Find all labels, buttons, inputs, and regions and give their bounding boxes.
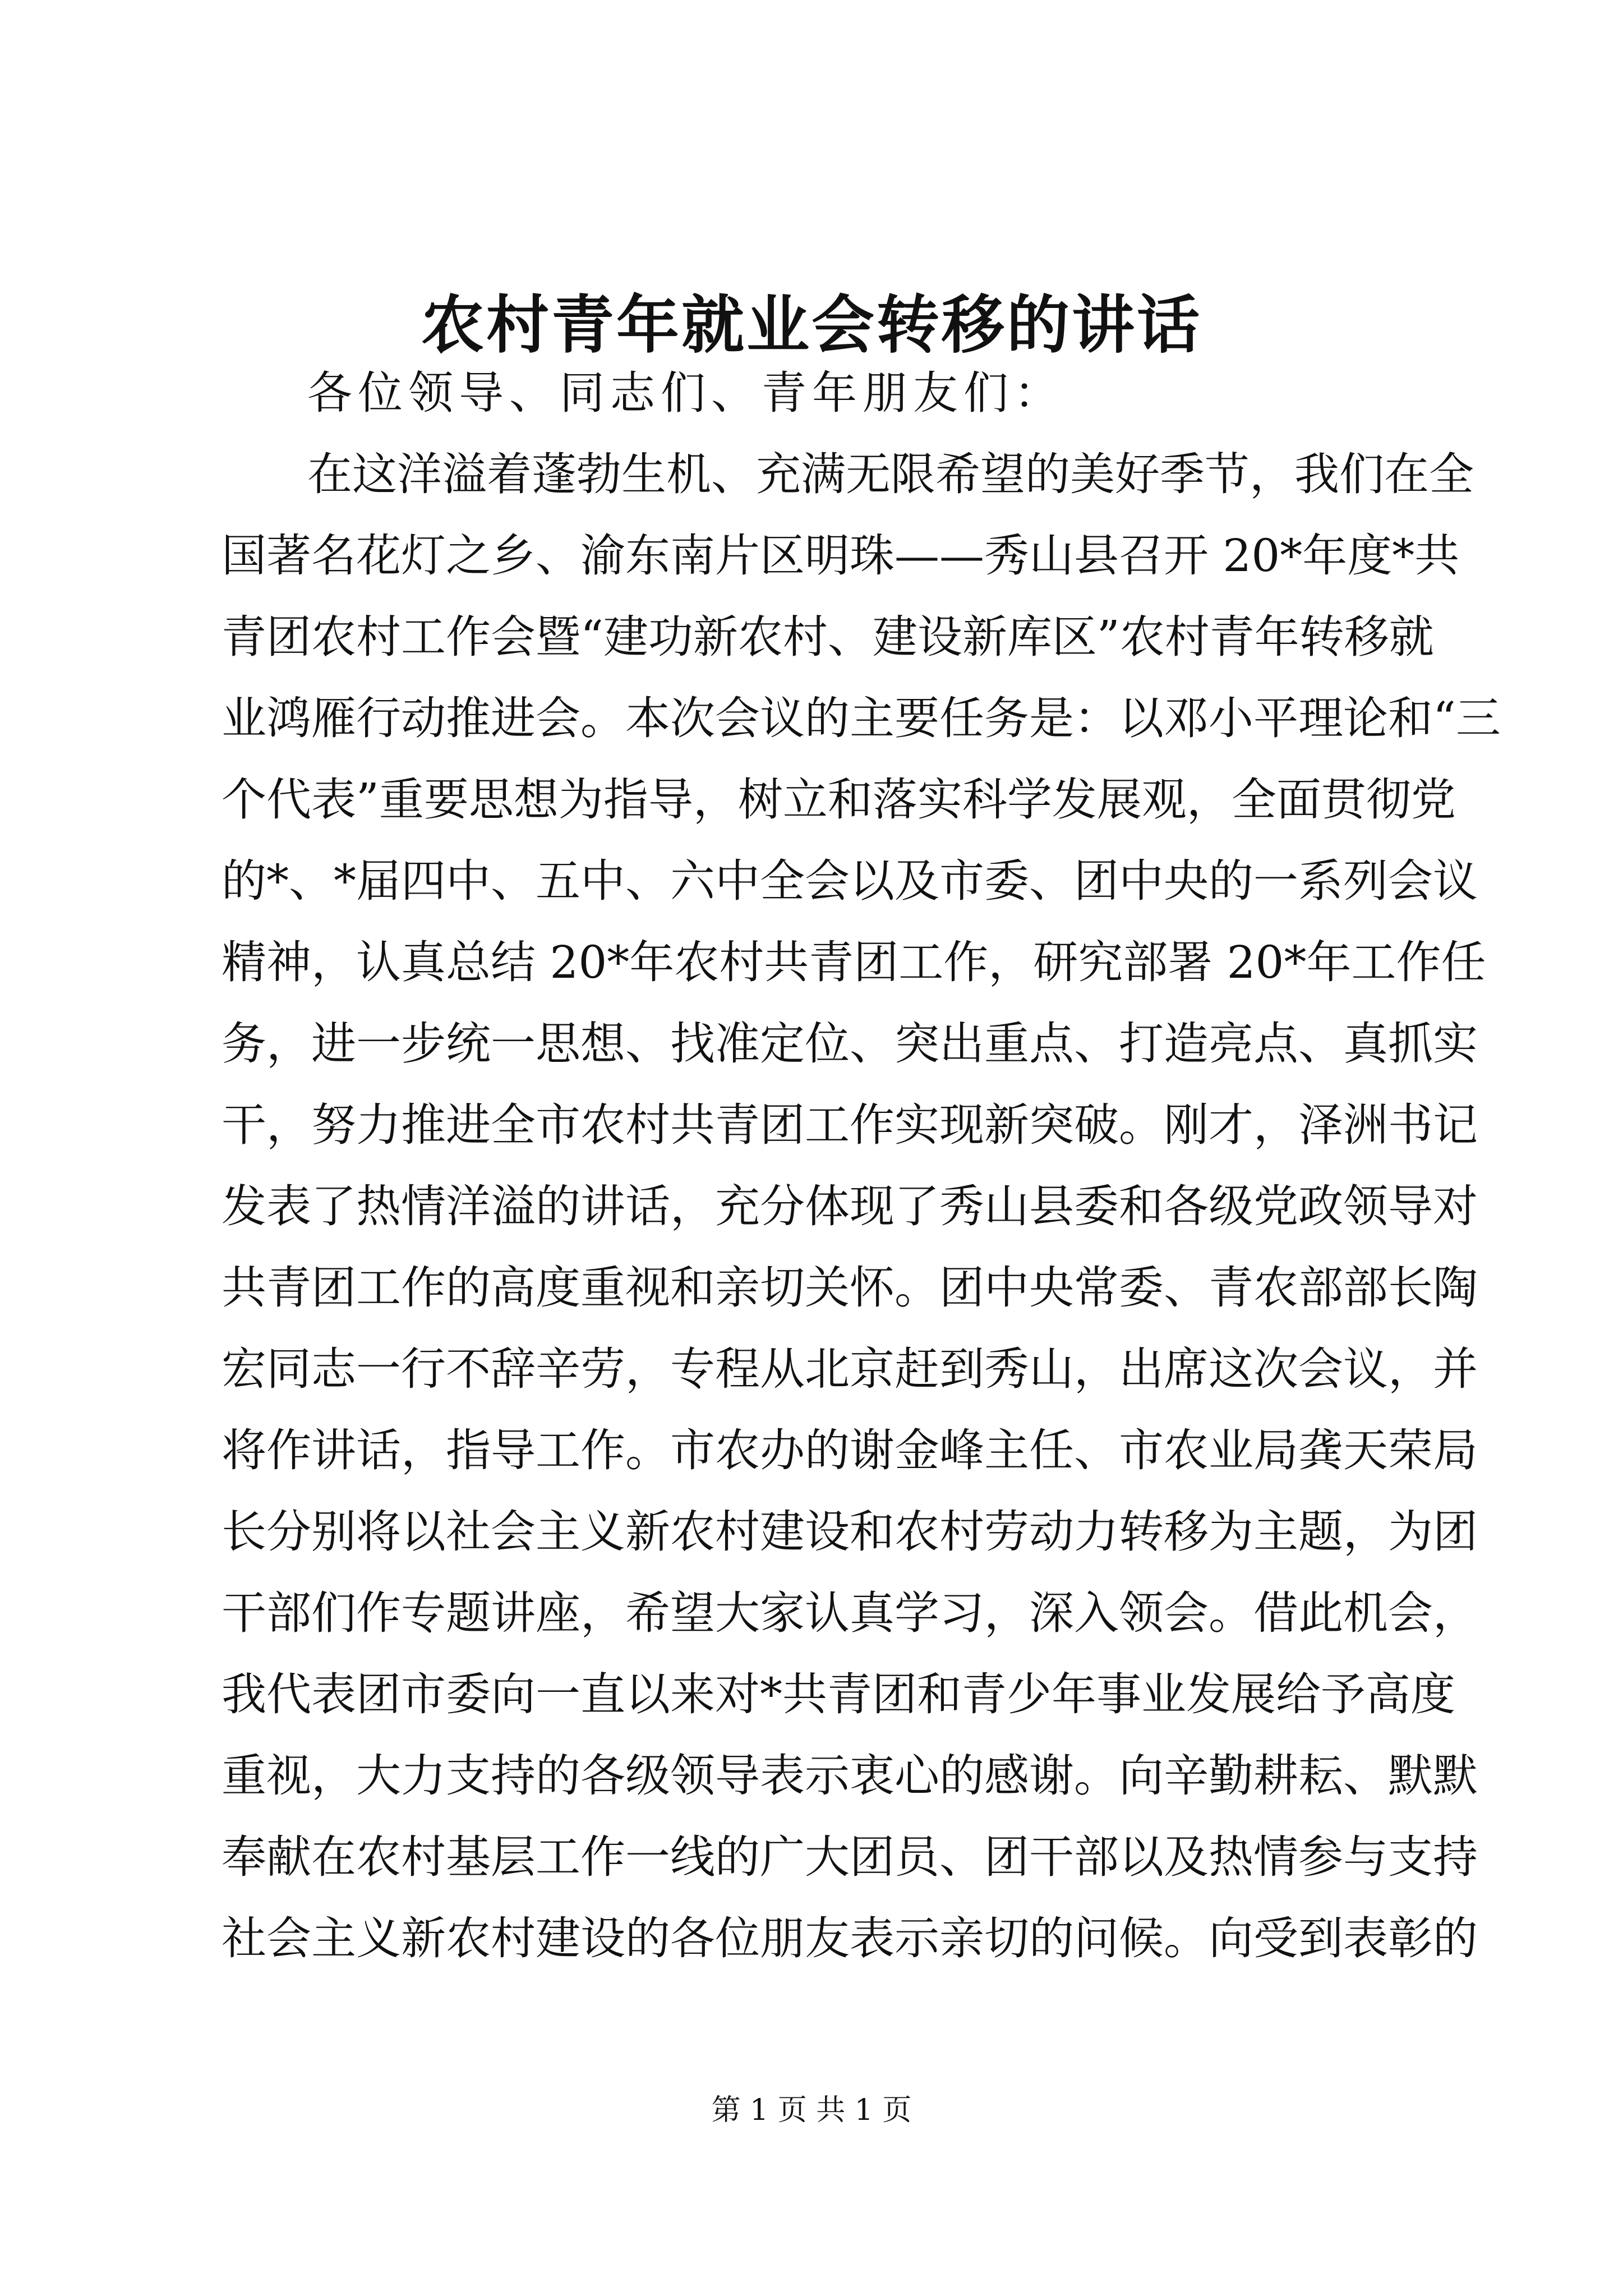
document-title: 农村青年就业会转移的讲话 (421, 288, 1202, 362)
body-text-line-content: 重视，大力支持的各级领导表示衷心的感谢。向辛勤耕耘、默默 (222, 1750, 1478, 1802)
body-text-line-content: 宏同志一行不辞辛劳，专程从北京赶到秀山，出席这次会议，并 (222, 1343, 1478, 1395)
body-text-line-content: 社会主义新农村建设的各位朋友表示亲切的问候。向受到表彰的 (222, 1912, 1478, 1964)
body-text-line-content: 在这洋溢着蓬勃生机、充满无限希望的美好季节，我们在全 (307, 448, 1474, 500)
body-text-line-content: 青团农村工作会暨“建功新农村、建设新库区”农村青年转移就 (222, 611, 1434, 663)
body-text-line-content: 我代表团市委向一直以来对*共青团和青少年事业发展给予高度 (222, 1668, 1455, 1720)
body-text-line-content: 发表了热情洋溢的讲话，充分体现了秀山县委和各级党政领导对 (222, 1180, 1478, 1232)
body-text-line-content: 干，努力推进全市农村共青团工作实现新突破。刚才，泽洲书记 (222, 1099, 1478, 1151)
body-text-line-content: 共青团工作的高度重视和亲切关怀。团中央常委、青农部部长陶 (222, 1262, 1478, 1314)
body-text-line-content: 将作讲话，指导工作。市农办的谢金峰主任、市农业局龚天荣局 (222, 1424, 1478, 1476)
body-text-line-content: 的*、*届四中、五中、六中全会以及市委、团中央的一系列会议 (222, 855, 1478, 907)
body-text-line-content: 奉献在农村基层工作一线的广大团员、团干部以及热情参与支持 (222, 1831, 1478, 1883)
salutation: 各位领导、同志们、青年朋友们： (307, 367, 1064, 419)
body-text-line-content: 干部们作专题讲座，希望大家认真学习，深入领会。借此机会， (222, 1587, 1478, 1639)
body-text-line-content: 国著名花灯之乡、渝东南片区明珠——秀山县召开 20*年度*共 (222, 530, 1460, 582)
body-text-line-content: 业鸿雁行动推进会。本次会议的主要任务是：以邓小平理论和“三 (222, 692, 1501, 744)
page-footer: 第 1 页 共 1 页 (711, 2093, 912, 2127)
body-text-line-content: 务，进一步统一思想、找准定位、突出重点、打造亮点、真抓实 (222, 1018, 1478, 1070)
body-text-line-content: 个代表”重要思想为指导，树立和落实科学发展观，全面贯彻党 (222, 774, 1456, 826)
body-text-line-content: 精神，认真总结 20*年农村共青团工作，研究部署 20*年工作任 (222, 936, 1486, 988)
body-text-line-content: 长分别将以社会主义新农村建设和农村劳动力转移为主题，为团 (222, 1506, 1478, 1558)
